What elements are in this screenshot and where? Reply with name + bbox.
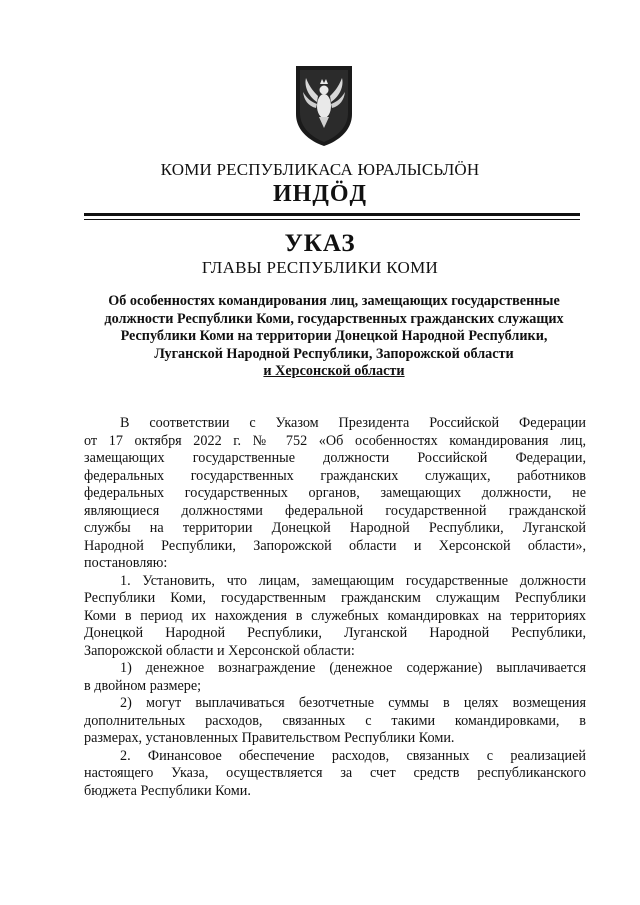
body-line: Народной Республики, Запорожской области и Херсонской области», (84, 537, 586, 554)
body-line: Донецкой Народной Республики, Луганской Народной Республики, (84, 625, 586, 641)
document-body (84, 415, 586, 800)
subject-line: Об особенностях командирования лиц, замещающих государственные (108, 293, 560, 309)
document-issuer: ГЛАВЫ РЕСПУБЛИКИ КОМИ (201, 258, 439, 277)
subject-line: и Херсонской области (263, 363, 405, 379)
body-line: постановляю: (84, 555, 168, 571)
subject-line: должности Республики Коми, государственных гражданских служащих (104, 310, 564, 327)
body-line: 1. Установить, что лицам, замещающим государственные должности (120, 572, 586, 589)
subject-line: Республики Коми на территории Донецкой Народной Республики, (120, 328, 548, 344)
header-divider-thin (84, 219, 580, 220)
document-subject (84, 293, 584, 381)
body-line: бюджета Республики Коми. (84, 782, 251, 799)
body-line: от 17 октября 2022 г. № 752 «Об особенностях командирования лиц, (84, 432, 586, 449)
body-line: В соответствии с Указом Президента Российской Федерации (120, 415, 586, 431)
body-line: настоящего Указа, осуществляется за счет средств республиканского (84, 765, 586, 781)
body-line: размерах, установленных Правительством Республики Коми. (84, 730, 455, 746)
body-line: службы на территории Донецкой Народной Республики, Луганской (84, 520, 586, 536)
document-type: УКАЗ (284, 230, 356, 257)
body-line: 2. Финансовое обеспечение расходов, связанных с реализацией (120, 747, 586, 764)
header-divider-thick (84, 213, 580, 216)
body-line: 1) денежное вознаграждение (денежное содержание) выплачивается (120, 660, 586, 676)
body-line: Запорожской области и Херсонской области: (84, 642, 355, 659)
body-line: 2) могут выплачиваться безотчетные суммы в целях возмещения (120, 695, 586, 711)
subject-line: Луганской Народной Республики, Запорожской области (154, 345, 514, 362)
coat-of-arms-icon (292, 62, 356, 148)
body-line: федеральных государственных гражданских служащих, работников (84, 467, 586, 484)
body-line: являющиеся должностями федеральной государственной гражданской (84, 502, 586, 519)
body-line: федеральных государственных органов, замещающих должности, не (84, 485, 586, 501)
body-line: Республики Коми, государственным гражданским служащим Республики (84, 590, 586, 606)
organization-title: ИНДÖД (272, 181, 368, 207)
body-line: Коми в период их нахождения в служебных командировках на территориях (84, 607, 586, 624)
organization-line: КОМИ РЕСПУБЛИКАСА ЮРАЛЫСЬЛÖН (160, 160, 480, 179)
body-line: замещающих государственные должности Российской Федерации, (84, 450, 586, 466)
body-line: в двойном размере; (84, 677, 202, 694)
body-line: дополнительных расходов, связанных с такими командировками, в (84, 712, 586, 729)
